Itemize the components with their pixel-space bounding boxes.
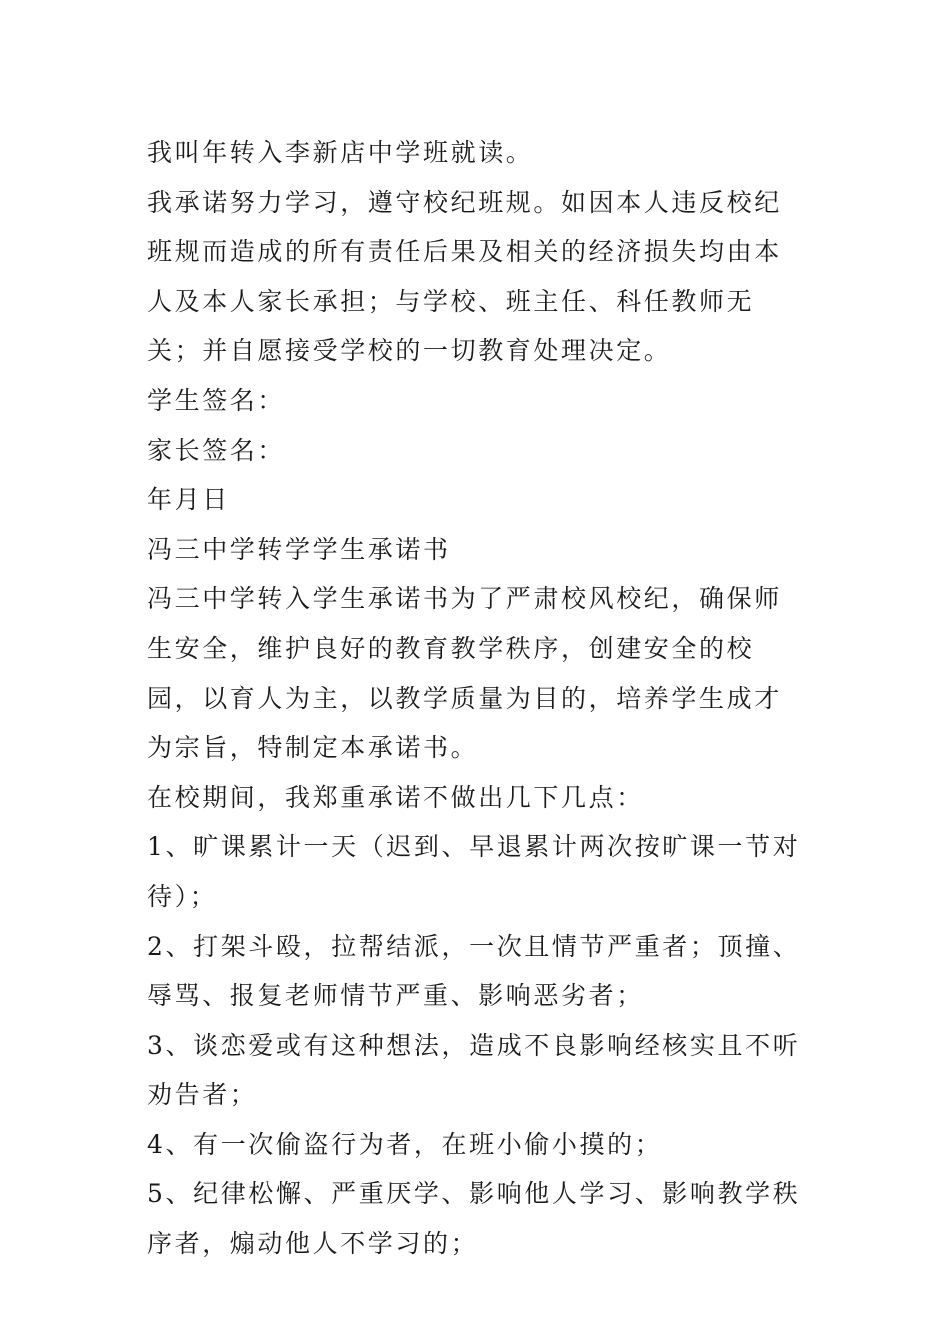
section-title: 冯三中学转学学生承诺书 [147, 534, 451, 564]
paragraph-enrollment: 我叫年转入李新店中学班就读。 [147, 138, 534, 167]
paragraph-intro: 冯三中学转入学生承诺书为了严肃校风校纪，确保师生安全，维护良好的教育教学秩序，创建安全的校园，以育人为主，以教学质量为目的，培养学生成才为宗旨，特制定本承诺书。 [147, 584, 782, 763]
parent-signature-line: 家长签名： [147, 435, 286, 465]
list-item-1: 1、旷课累计一天（迟到、早退累计两次按旷课一节对待）； [147, 832, 801, 911]
list-item-2: 2、打架斗殴，拉帮结派，一次且情节严重者；顶撞、辱骂、报复老师情节严重、影响恶劣者； [147, 931, 801, 1011]
student-signature-line: 学生签名： [147, 385, 286, 415]
list-item-4: 4、有一次偷盗行为者，在班小偷小摸的； [147, 1129, 663, 1159]
date-line: 年月日 [147, 485, 230, 515]
list-item-3: 3、谈恋爱或有这种想法，造成不良影响经核实且不听劝告者； [147, 1030, 801, 1110]
paragraph-promise: 我承诺努力学习，遵守校纪班规。如因本人违反校纪班规而造成的所有责任后果及相关的经济损失均由本人及本人家长承担；与学校、班主任、科任教师无关；并自愿接受学校的一切教育处理决定。 [147, 187, 782, 366]
document-body [147, 128, 807, 1269]
paragraph-lead: 在校期间，我郑重承诺不做出几下几点： [147, 782, 644, 812]
list-item-5: 5、纪律松懈、严重厌学、影响他人学习、影响教学秩序者，煽动他人不学习的； [147, 1179, 801, 1259]
